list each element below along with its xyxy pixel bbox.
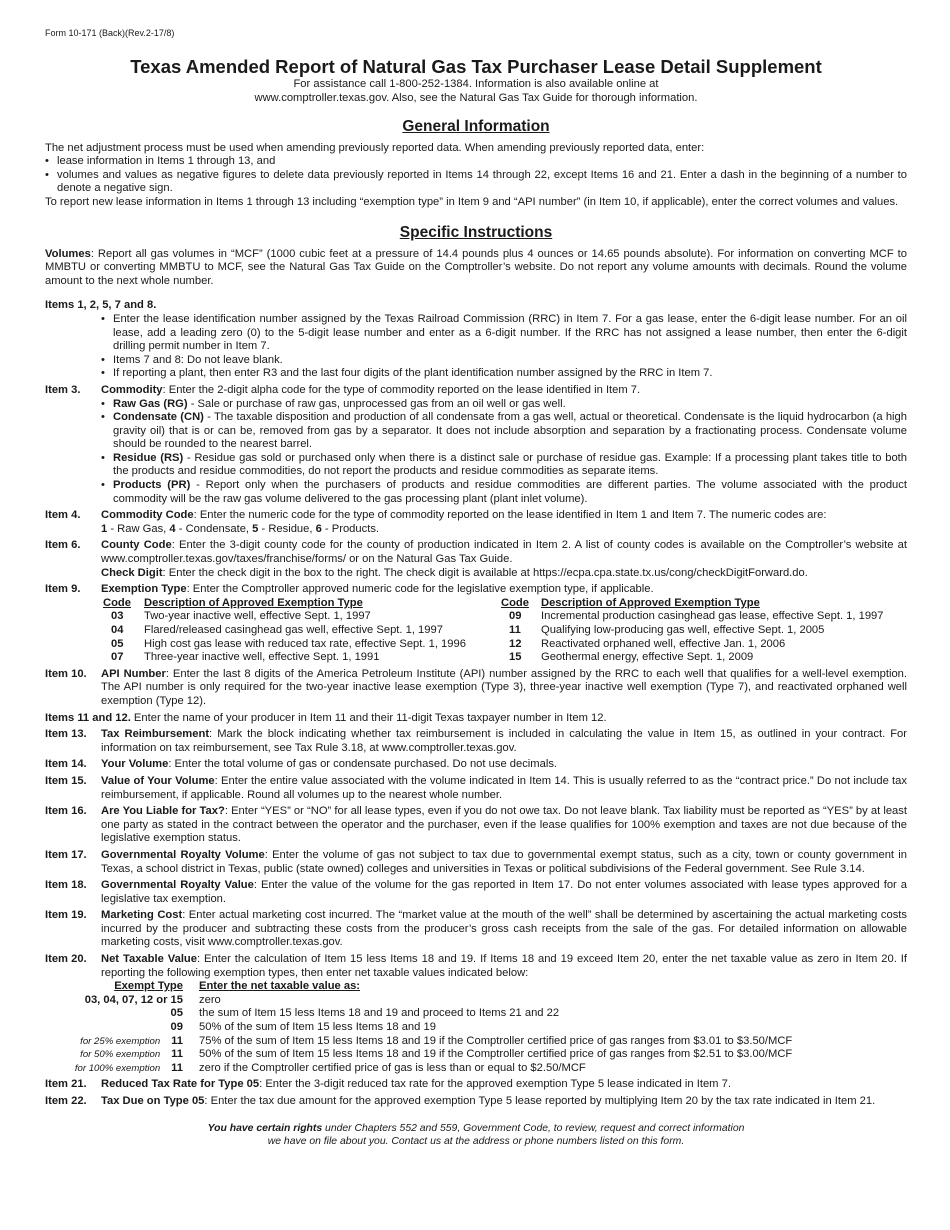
general-information-heading: General Information (402, 117, 550, 135)
volumes-label: Volumes (45, 247, 91, 260)
commodity-code: 6 (315, 522, 322, 535)
exemption-desc: Flared/released casinghead gas well, effective Sept. 1, 1997 (144, 624, 443, 636)
exemption-code: 07 (111, 651, 124, 664)
item-6-title: County Code (101, 539, 172, 552)
exemption-code: 05 (111, 637, 124, 650)
exempt-type: 09 (170, 1021, 183, 1034)
item-20-text: : Enter the calculation of Item 15 less Items 18 and 19. If Items 18 and 19 exceed Item 20, enter the net taxable value as zero in Item 20. If reporting the following exemption types, then enter net taxable values indicated below: (101, 953, 907, 979)
item-17 (45, 849, 907, 876)
exemption-desc: Geothermal energy, effective Sept. 1, 2009 (541, 651, 754, 664)
items-11-12-label: Items 11 and 12. (45, 711, 131, 724)
commodity-term: Condensate (CN) (113, 411, 204, 424)
commodity-code: 4 (169, 522, 176, 535)
form-number: Form 10-171 (Back)(Rev.2-17/8) (45, 28, 175, 38)
net-taxable-value: 50% of the sum of Item 15 less Items 18 and 19 (199, 1021, 436, 1034)
item-13-text: : Mark the block indicating whether tax reimbursement is included in calculating the value in Item 15, as outlined in your contract. For information on tax reimbursement, see Tax Rule 3.18, at www.comptroller.texas.gov. (101, 728, 908, 754)
general-information (45, 142, 907, 210)
commodity-raw-gas (101, 398, 907, 412)
exemption-desc: Reactivated orphaned well, effective Jan. 1, 2006 (541, 637, 786, 650)
exemption-code: 03 (111, 610, 124, 623)
item-22-label: Item 22. (45, 1095, 87, 1107)
commodity-code: 5 (252, 522, 259, 535)
exempt-type: 03, 04, 07, 12 or 15 (84, 993, 183, 1006)
exemption-note: for 100% exemption (74, 1062, 161, 1074)
item-15-title: Value of Your Volume (101, 774, 215, 787)
item-4-text: : Enter the numeric code for the type of commodity reported on the lease identified in Item 1 and Item 7. The numeric codes are: (193, 509, 827, 522)
check-digit-title: Check Digit (101, 566, 163, 579)
items-11-12-text: Enter the name of your producer in Item 11 and their 11-digit Texas taxpayer number in Item 12. (130, 711, 607, 724)
item-14-label: Item 14. (45, 758, 87, 771)
exemption-code: 09 (509, 610, 522, 623)
commodity-desc: - Sale or purchase of raw gas, unprocessed gas from an oil well or gas well. (187, 397, 566, 410)
exemption-code: 15 (509, 651, 522, 664)
commodity-bullets (101, 398, 907, 507)
item-17-label: Item 17. (45, 848, 87, 861)
general-intro: The net adjustment process must be used when amending previously reported data. When amending previously reported data, enter: (45, 141, 705, 154)
description-header: Description of Approved Exemption Type (541, 596, 760, 609)
commodity-code-desc: - Condensate, (175, 522, 253, 535)
commodity-code-desc: - Residue, (258, 522, 316, 535)
item-19-title: Marketing Cost (101, 909, 183, 922)
general-bullet: • lease information in Items 1 through 13, and (45, 155, 907, 169)
privacy-notice (45, 1122, 907, 1148)
item-20-label: Item 20. (45, 953, 87, 966)
exemption-code: 04 (111, 624, 124, 636)
item-15 (45, 775, 907, 802)
exemption-desc: Qualifying low-producing gas well, effective Sept. 1, 2005 (541, 624, 825, 636)
item-6-label: Item 6. (45, 539, 81, 552)
commodity-term: Raw Gas (RG) (113, 397, 188, 410)
item-16-text: : Enter “YES” or “NO” for all lease types, even if you do not owe tax. Do not leave blank. Tax liability must be reported as “YES” by at least one party as stated in the contract between the operator and the purchaser, even if the lease qualifies for 100% exemption and taxes are not due because of the legislative exemption status. (101, 805, 907, 845)
net-taxable-header: Enter the net taxable value as: (199, 980, 361, 993)
item-17-title: Governmental Royalty Volume (101, 848, 265, 861)
item-4-label: Item 4. (45, 509, 81, 522)
exemption-code-table (101, 597, 907, 665)
items-1258-bullets (101, 313, 907, 381)
item-6 (45, 539, 907, 580)
item-9-text: : Enter the Comptroller approved numeric code for the legislative exemption type, if applicable. (186, 583, 654, 596)
item-3 (45, 384, 907, 506)
commodity-condensate (101, 411, 907, 452)
exempt-type: 11 (171, 1034, 183, 1047)
item-13-label: Item 13. (45, 728, 87, 741)
net-taxable-value: zero (199, 993, 221, 1006)
item-19 (45, 909, 907, 950)
exemption-note: for 25% exemption (80, 1035, 161, 1047)
code-header: Code (501, 596, 529, 609)
exemption-code: 12 (509, 637, 522, 650)
net-taxable-value: zero if the Comptroller certified price of gas is less than or equal to $2.50/MCF (199, 1061, 586, 1074)
exempt-type: 11 (171, 1048, 183, 1061)
item-13-title: Tax Reimbursement (101, 728, 210, 741)
commodity-code-desc: - Products. (321, 522, 380, 535)
item-10 (45, 668, 907, 709)
items-1258-bullet: • Items 7 and 8: Do not leave blank. (101, 354, 907, 368)
item-18-text: : Enter the value of the volume for the gas reported in Item 17. Do not enter volumes associated with lease types approved for a legislative tax exemption. (101, 879, 908, 905)
exemption-desc: Incremental production casinghead gas lease, effective Sept. 1, 1997 (541, 610, 884, 623)
item-16 (45, 805, 907, 846)
item-21-title: Reduced Tax Rate for Type 05 (101, 1078, 260, 1091)
item-19-text: : Enter actual marketing cost incurred. The “market value at the mouth of the well” shall be determined by ascertaining the actual marketing costs incurred by the producer and subtracting these costs from the producer’s gross cash receipts from the sale of the gas. For detailed information on allowable marketing costs, visit www.comptroller.texas.gov. (101, 909, 907, 949)
item-16-label: Item 16. (45, 805, 87, 818)
item-18 (45, 879, 907, 906)
general-closing: To report new lease information in Items 1 through 13 including “exemption type” in Item 9 and “API number” (in Item 10, if applicable), enter the correct volumes and values. (45, 195, 899, 208)
commodity-desc: - Report only when the purchasers of products and residue commodities are different parties. The volume associated with the product commodity will be the raw gas volume delivered to the gas processing plant (plant inlet volume). (113, 479, 907, 505)
item-9-title: Exemption Type (101, 583, 187, 596)
description-header: Description of Approved Exemption Type (144, 596, 363, 609)
items-1258-label: Items 1, 2, 5, 7 and 8. (45, 299, 157, 312)
items-1258-bullet: • If reporting a plant, then enter R3 and the last four digits of the plant identification number assigned by the RRC in Item 7. (101, 367, 907, 381)
page-title: Texas Amended Report of Natural Gas Tax Purchaser Lease Detail Supplement (130, 56, 822, 77)
item-19-label: Item 19. (45, 909, 87, 922)
commodity-code-desc: - Raw Gas, (107, 522, 170, 535)
item-14-text: : Enter the total volume of gas or condensate purchased. Do not use decimals. (168, 758, 558, 771)
item-21-text: : Enter the 3-digit reduced tax rate for the approved exemption Type 5 lease indicated in Item 7. (259, 1078, 731, 1091)
commodity-code: 1 (101, 522, 108, 535)
item-3-title: Commodity (101, 383, 163, 396)
item-21 (45, 1078, 907, 1092)
commodity-products (101, 479, 907, 506)
privacy-notice-bold: You have certain rights (207, 1122, 323, 1134)
item-3-label: Item 3. (45, 383, 81, 396)
form-page (45, 28, 907, 1148)
item-3-text: : Enter the 2-digit alpha code for the type of commodity reported on the lease identified in Item 7. (162, 383, 641, 396)
items-11-12 (45, 712, 907, 726)
exemption-note: for 50% exemption (80, 1049, 161, 1061)
item-10-title: API Number (101, 667, 166, 680)
item-14 (45, 758, 907, 772)
commodity-term: Residue (RS) (113, 451, 184, 464)
item-13 (45, 728, 907, 755)
item-4-title: Commodity Code (101, 509, 194, 522)
item-22-title: Tax Due on Type 05 (101, 1095, 205, 1107)
check-digit-text: : Enter the check digit in the box to the right. The check digit is available at https://ecpa.cpa.state.tx.us/cong/checkDigitForward.do. (162, 566, 808, 579)
items-1258-bullet: • Enter the lease identification number assigned by the Texas Railroad Commission (RRC) in Item 7. For a gas lease, enter the 6-digit lease number. For an oil lease, add a leading zero (0) to the 5-digit lease number and enter as a 6-digit number. If the RRC has not assigned a lease number, then enter the 6-digit drilling permit number in Item 7. (101, 313, 907, 354)
item-22 (45, 1095, 907, 1109)
item-21-label: Item 21. (45, 1078, 87, 1091)
code-header: Code (103, 596, 131, 609)
item-6-text: : Enter the 3-digit county code for the county of production indicated in Item 2. A list of county codes is available on the Comptroller’s website at www.comptroller.texas.gov/taxes/franchise/forms/ or on the Natural Gas Tax Guide. (101, 539, 907, 566)
specific-instructions-heading: Specific Instructions (399, 223, 553, 241)
item-10-text: : Enter the last 8 digits of the America Petroleum Institute (API) number assigned by the RRC to each well that qualifies for a well-level exemption. The API number is only required for the two-year inactive lease exemption (Type 3), three-year inactive well exemption (Type 7), and reactivated orphaned well exemption (Type 12). (101, 667, 908, 707)
net-taxable-table (46, 980, 907, 1075)
exemption-code: 11 (509, 624, 521, 636)
privacy-notice-line-2: we have on file about you. Contact us at the address or phone numbers listed on this form. (267, 1135, 685, 1147)
item-10-label: Item 10. (45, 667, 87, 680)
exempt-type: 05 (170, 1007, 183, 1020)
exemption-desc: Two-year inactive well, effective Sept. 1, 1997 (144, 610, 371, 623)
assistance-line-2: www.comptroller.texas.gov. Also, see the Natural Gas Tax Guide for thorough information. (254, 91, 698, 104)
exemption-desc: Three-year inactive well, effective Sept. 1, 1991 (144, 651, 380, 664)
item-15-label: Item 15. (45, 774, 87, 787)
item-14-title: Your Volume (101, 758, 169, 771)
item-20 (45, 953, 907, 980)
item-22-text: : Enter the tax due amount for the approved exemption Type 5 lease reported by multiplying Item 20 by the tax rate indicated in Item 21. (204, 1095, 876, 1107)
item-9-label: Item 9. (45, 583, 81, 596)
item-15-text: : Enter the entire value associated with the volume indicated in Item 14. This is usually referred to as the “contract price.” Do not include tax reimbursement, if applicable. Round all volumes up to the nearest whole number. (101, 774, 907, 801)
exempt-type: 11 (171, 1061, 183, 1074)
commodity-residue (101, 452, 907, 479)
general-bullets (45, 155, 907, 196)
item-9 (45, 583, 907, 665)
privacy-notice-line-1: under Chapters 552 and 559, Government Code, to review, request and correct information (322, 1122, 745, 1134)
commodity-desc: - Residue gas sold or purchased only when there is a distinct sale or purchase of residue gas. Example: If a processing plant takes title to both the products and residue commodities, do not report the products and residue commodities as separate items. (113, 451, 907, 478)
item-18-label: Item 18. (45, 879, 87, 892)
item-20-title: Net Taxable Value (101, 953, 197, 966)
volumes-paragraph (45, 248, 907, 289)
exempt-type-header: Exempt Type (114, 980, 183, 993)
item-16-title: Are You Liable for Tax? (101, 805, 225, 818)
net-taxable-value: the sum of Item 15 less Items 18 and 19 and proceed to Items 21 and 22 (199, 1007, 560, 1020)
commodity-desc: - The taxable disposition and production of all condensate from a gas well, actual or theoretical. Condensate is the liquid hydrocarbon (a high gravity oil) that is or can be, removed from gas by a separator. It does not include absorption and separation by a fractionating process. Condensate volume should be rounded to the nearest barrel. (113, 411, 907, 451)
net-taxable-value: 50% of the sum of Item 15 less Items 18 and 19 if the Comptroller certified price of gas ranges from $2.51 to $3.00/MCF (199, 1048, 793, 1061)
item-18-title: Governmental Royalty Value (101, 879, 254, 892)
net-taxable-value: 75% of the sum of Item 15 less Items 18 and 19 if the Comptroller certified price of gas ranges from $3.01 to $3.50/MCF (199, 1034, 793, 1047)
general-bullet: • volumes and values as negative figures to delete data previously reported in Items 14 through 22, except Items 16 and 21. Enter a dash in the beginning of a number to denote a negative sign. (45, 169, 907, 196)
item-17-text: : Enter the volume of gas not subject to tax due to governmental exempt status, such as a city, town or county government in Texas, a school district in Texas, public (state owned) colleges and universities in Texas or political subdivisions of the Federal government. See Rule 3.14. (101, 848, 907, 875)
item-4 (45, 509, 907, 536)
volumes-text: : Report all gas volumes in “MCF” (1000 cubic feet at a pressure of 14.4 pounds plus 4 ounces or 14.65 pounds absolute). For information on converting MCF to MMBTU or converting MMBTU to MCF, see the Natural Gas Tax Guide on the Comptroller’s website. Do not report any volume amounts with decimals. Round the volume amount to the next whole number. (45, 247, 907, 287)
commodity-term: Products (PR) (113, 479, 191, 492)
assistance-line-1: For assistance call 1-800-252-1384. Information is also available online at (293, 78, 659, 90)
exemption-desc: High cost gas lease with reduced tax rate, effective Sept. 1, 1996 (144, 637, 466, 650)
